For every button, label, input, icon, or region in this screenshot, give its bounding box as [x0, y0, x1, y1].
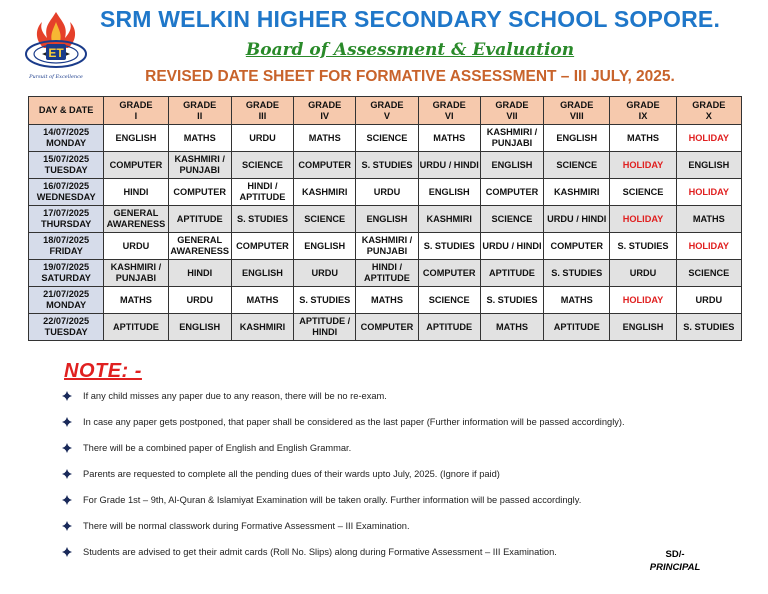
- subject-cell: URDU: [104, 233, 168, 260]
- note-text: There will be a combined paper of English and English Grammar.: [83, 443, 352, 453]
- subject-cell: APTITUDE: [168, 206, 231, 233]
- grade-number: IV: [320, 110, 330, 121]
- subject-cell: HINDI / APTITUDE: [231, 179, 293, 206]
- table-row: [29, 233, 742, 260]
- subject-cell: SCIENCE: [231, 152, 293, 179]
- subject-cell: KASHMIRI / PUNJABI: [480, 125, 543, 152]
- grade-label: GRADE: [626, 99, 660, 110]
- signature-title: PRINCIPAL: [649, 562, 701, 573]
- subject-cell: ENGLISH: [418, 179, 480, 206]
- table-row: [29, 179, 742, 206]
- table-row: [29, 314, 742, 341]
- day-text: FRIDAY: [49, 246, 83, 256]
- subject-cell: KASHMIRI: [231, 314, 293, 341]
- subject-cell: MATHS: [231, 287, 293, 314]
- day-date-cell: [29, 152, 104, 179]
- subject-cell: HINDI: [168, 260, 231, 287]
- grade-header: [294, 97, 356, 125]
- subject-cell: APTITUDE: [544, 314, 610, 341]
- grade-number: II: [197, 110, 203, 121]
- subject-cell: SCIENCE: [676, 260, 741, 287]
- grade-number: V: [383, 110, 391, 121]
- subject-cell: S. STUDIES: [418, 233, 480, 260]
- subject-cell: HOLIDAY: [676, 233, 741, 260]
- grade-label: GRADE: [370, 99, 404, 110]
- subject-cell: ENGLISH: [104, 125, 168, 152]
- note-text: There will be normal classwork during Formative Assessment – III Examination.: [83, 521, 410, 531]
- note-item: [62, 519, 742, 545]
- signature-block: [640, 548, 710, 574]
- subject-cell: COMPUTER: [418, 260, 480, 287]
- grade-header: [231, 97, 293, 125]
- subject-cell: HOLIDAY: [610, 287, 676, 314]
- subject-cell: COMPUTER: [168, 179, 231, 206]
- subject-cell: URDU / HINDI: [544, 206, 610, 233]
- grade-number: IX: [638, 110, 648, 121]
- day-text: THURSDAY: [41, 219, 92, 229]
- subject-cell: S. STUDIES: [544, 260, 610, 287]
- grade-number: VII: [506, 110, 518, 121]
- subject-cell: APTITUDE / HINDI: [294, 314, 356, 341]
- grade-number: III: [258, 110, 267, 121]
- bullet-icon: [62, 521, 72, 531]
- subject-cell: URDU / HINDI: [418, 152, 480, 179]
- subject-cell: URDU: [356, 179, 418, 206]
- day-text: TUESDAY: [44, 327, 88, 337]
- svg-text:ET: ET: [48, 46, 64, 60]
- date-text: 21/07/2025: [43, 289, 90, 299]
- subject-cell: MATHS: [168, 125, 231, 152]
- subject-cell: S. STUDIES: [356, 152, 418, 179]
- subject-cell: COMPUTER: [231, 233, 293, 260]
- date-text: 22/07/2025: [43, 316, 90, 326]
- subject-cell: MATHS: [104, 287, 168, 314]
- grade-label: GRADE: [183, 99, 217, 110]
- bullet-icon: [62, 417, 72, 427]
- note-text: In case any paper gets postponed, that paper shall be considered as the last paper (Further information will be passed accordingly).: [83, 417, 625, 427]
- table-row: [29, 260, 742, 287]
- grade-header: [168, 97, 231, 125]
- note-text: Students are advised to get their admit cards (Roll No. Slips) along during Formative Assessment – III Examination.: [83, 547, 557, 557]
- note-text: For Grade 1st – 9th, Al-Quran & Islamiyat Examination will be taken orally. Further information will be passed accordingly.: [83, 495, 582, 505]
- subject-cell: MATHS: [356, 287, 418, 314]
- subject-cell: URDU: [610, 260, 676, 287]
- subject-cell: SCIENCE: [610, 179, 676, 206]
- subject-cell: URDU: [294, 260, 356, 287]
- date-text: 17/07/2025: [43, 208, 90, 218]
- bullet-icon: [62, 495, 72, 505]
- date-text: 14/07/2025: [43, 127, 90, 137]
- grade-label: GRADE: [692, 99, 726, 110]
- svg-text:Pursuit of Excellence: Pursuit of Excellence: [29, 74, 83, 80]
- day-date-cell: [29, 233, 104, 260]
- school-name: SRM WELKIN HIGHER SECONDARY SCHOOL SOPORE.: [99, 6, 721, 32]
- day-date-cell: [29, 314, 104, 341]
- bullet-icon: [62, 391, 72, 401]
- subject-cell: URDU: [168, 287, 231, 314]
- note-item: [62, 389, 742, 415]
- note-item: [62, 415, 742, 441]
- grade-label: GRADE: [245, 99, 280, 110]
- subject-cell: MATHS: [480, 314, 543, 341]
- subject-cell: KASHMIRI / PUNJABI: [168, 152, 231, 179]
- subject-cell: GENERAL AWARENESS: [104, 206, 168, 233]
- grade-label: GRADE: [560, 99, 594, 110]
- subject-cell: URDU: [676, 287, 741, 314]
- table-row: [29, 206, 742, 233]
- subject-cell: KASHMIRI: [418, 206, 480, 233]
- subject-cell: ENGLISH: [610, 314, 676, 341]
- header-row: [29, 97, 742, 125]
- subject-cell: HINDI / APTITUDE: [356, 260, 418, 287]
- subject-cell: S. STUDIES: [231, 206, 293, 233]
- day-text: WEDNESDAY: [36, 192, 96, 202]
- subject-cell: HOLIDAY: [676, 125, 741, 152]
- subject-cell: COMPUTER: [480, 179, 543, 206]
- subject-cell: SCIENCE: [356, 125, 418, 152]
- grade-number: VI: [444, 110, 454, 121]
- subject-cell: S. STUDIES: [480, 287, 543, 314]
- grade-label: GRADE: [308, 99, 342, 110]
- grade-header: [610, 97, 676, 125]
- subject-cell: COMPUTER: [294, 152, 356, 179]
- subject-cell: MATHS: [676, 206, 741, 233]
- subject-cell: HOLIDAY: [610, 152, 676, 179]
- board-title: Board of Assessment & Evaluation: [245, 40, 575, 60]
- grade-label: GRADE: [432, 99, 466, 110]
- subject-cell: ENGLISH: [294, 233, 356, 260]
- grade-header: [418, 97, 480, 125]
- bullet-icon: [62, 547, 72, 557]
- day-text: SATURDAY: [41, 273, 91, 283]
- subject-cell: SCIENCE: [544, 152, 610, 179]
- grade-header: [544, 97, 610, 125]
- grade-label: GRADE: [495, 99, 529, 110]
- day-date-cell: [29, 260, 104, 287]
- grade-header: [104, 97, 168, 125]
- subject-cell: MATHS: [418, 125, 480, 152]
- subject-cell: KASHMIRI / PUNJABI: [104, 260, 168, 287]
- subject-cell: COMPUTER: [104, 152, 168, 179]
- subject-cell: COMPUTER: [356, 314, 418, 341]
- subject-cell: MATHS: [610, 125, 676, 152]
- day-text: MONDAY: [46, 300, 87, 310]
- note-text: If any child misses any paper due to any reason, there will be no re-exam.: [83, 391, 387, 401]
- date-text: 18/07/2025: [43, 235, 90, 245]
- subject-cell: APTITUDE: [418, 314, 480, 341]
- grade-label: GRADE: [119, 99, 153, 110]
- date-sheet-table: [28, 96, 742, 341]
- subject-cell: S. STUDIES: [294, 287, 356, 314]
- day-date-cell: [29, 179, 104, 206]
- date-text: 15/07/2025: [43, 154, 90, 164]
- subject-cell: ENGLISH: [676, 152, 741, 179]
- subject-cell: HINDI: [104, 179, 168, 206]
- notes-list: [62, 389, 742, 571]
- subject-cell: KASHMIRI / PUNJABI: [356, 233, 418, 260]
- table-row: [29, 125, 742, 152]
- subject-cell: S. STUDIES: [676, 314, 741, 341]
- note-item: [62, 441, 742, 467]
- bullet-icon: [62, 443, 72, 453]
- date-text: 19/07/2025: [43, 262, 90, 272]
- signature-sd: SD/-: [665, 549, 685, 560]
- subject-cell: APTITUDE: [480, 260, 543, 287]
- note-heading: NOTE: -: [64, 360, 142, 382]
- grade-header: [676, 97, 741, 125]
- subject-cell: ENGLISH: [544, 125, 610, 152]
- day-date-cell: [29, 287, 104, 314]
- subject-cell: ENGLISH: [168, 314, 231, 341]
- subject-cell: URDU: [231, 125, 293, 152]
- subject-cell: GENERAL AWARENESS: [168, 233, 231, 260]
- date-text: 16/07/2025: [43, 181, 90, 191]
- subject-cell: SCIENCE: [480, 206, 543, 233]
- subject-cell: ENGLISH: [480, 152, 543, 179]
- subject-cell: APTITUDE: [104, 314, 168, 341]
- date-sheet-title: REVISED DATE SHEET FOR FORMATIVE ASSESSMENT – III JULY, 2025.: [145, 68, 675, 85]
- subject-cell: HOLIDAY: [676, 179, 741, 206]
- grade-number: VIII: [569, 110, 584, 121]
- day-date-header: DAY & DATE: [29, 97, 104, 125]
- subject-cell: MATHS: [544, 287, 610, 314]
- subject-cell: KASHMIRI: [294, 179, 356, 206]
- subject-cell: ENGLISH: [231, 260, 293, 287]
- bullet-icon: [62, 469, 72, 479]
- subject-cell: ENGLISH: [356, 206, 418, 233]
- subject-cell: KASHMIRI: [544, 179, 610, 206]
- day-date-cell: [29, 206, 104, 233]
- subject-cell: SCIENCE: [418, 287, 480, 314]
- grade-header: [480, 97, 543, 125]
- table-row: [29, 152, 742, 179]
- note-text: Parents are requested to complete all the pending dues of their wards upto July, 2025. (Ignore if paid): [83, 469, 500, 479]
- subject-cell: HOLIDAY: [610, 206, 676, 233]
- day-text: TUESDAY: [44, 165, 88, 175]
- subject-cell: URDU / HINDI: [480, 233, 543, 260]
- grade-header: [356, 97, 418, 125]
- subject-cell: SCIENCE: [294, 206, 356, 233]
- grade-number: X: [705, 110, 712, 121]
- note-item: [62, 467, 742, 493]
- subject-cell: S. STUDIES: [610, 233, 676, 260]
- day-date-cell: [29, 125, 104, 152]
- table-row: [29, 287, 742, 314]
- grade-number: I: [134, 110, 138, 121]
- subject-cell: MATHS: [294, 125, 356, 152]
- day-text: MONDAY: [46, 138, 87, 148]
- note-item: [62, 493, 742, 519]
- subject-cell: COMPUTER: [544, 233, 610, 260]
